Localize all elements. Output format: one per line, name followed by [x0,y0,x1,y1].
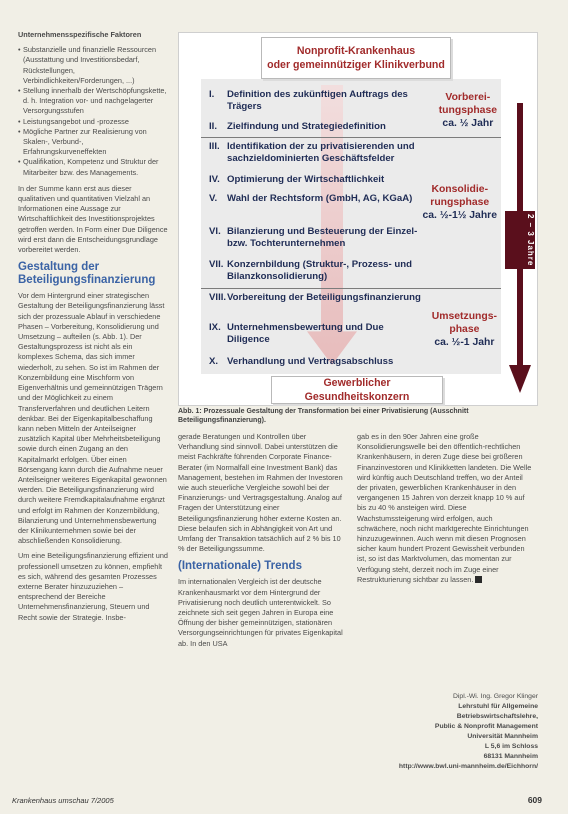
phase-name: Konsolidie- [431,184,489,195]
step-row [209,193,429,205]
end-box-line2: Gesundheitskonzern [304,391,410,403]
step-text: Vorbereitung der Beteiligungsfinanzierung [227,292,421,303]
phase-divider [201,137,501,138]
author-address: 68131 Mannheim [483,753,538,760]
phase-name: Umsetzungs- [431,311,497,322]
section-heading: (Internationale) Trends [178,560,302,573]
body-paragraph [357,432,535,585]
step-row [209,121,429,133]
body-paragraph: Um eine Beteiligungsfinanzierung effizient und professionell umsetzen zu können, empfiehlt es sich, während des gesamten Prozesses externe Berater hinzuzuziehen – entsprechend der Bereiche Unternehmensfinanzierung, Steuern und Recht sowie der Strategie. Insbe- [18,551,168,622]
duration-label: 2 – 3 Jahre [505,211,535,269]
step-text: Definition des zukünftigen Auftrags des Trägers [227,89,408,112]
phase-label [439,91,497,130]
page-number: 609 [527,795,542,805]
left-column [18,30,168,628]
phase-duration: ca. ½-1½ Jahre [422,210,497,221]
step-text: Wahl der Rechtsform (GmbH, AG, KGaA) [227,193,413,204]
list-item: • Qualifikation, Kompetenz und Struktur der Mitarbeiter bzw. des Managements. [18,157,168,177]
author-affiliation: Universität Mannheim [467,733,538,740]
phase-duration: ca. ½-1 Jahr [434,337,495,348]
step-number: III. [209,141,220,152]
journal-name: Krankenhaus umschau 7/2005 [12,796,114,805]
start-box-line2: oder gemeinnütziger Klinikverbund [267,59,445,71]
step-row [209,292,429,304]
step-row [209,174,429,186]
step-number: VIII. [209,292,227,303]
step-text: Identifikation der zu privatisierenden und sachzieldominierten Geschäftsfelder [227,141,415,164]
phase-duration: ca. ½ Jahr [442,118,494,129]
section-heading: Gestaltung der Beteiligungsfinanzierung [18,261,156,287]
step-text: Unternehmensbewertung und Due Diligence [227,322,384,345]
step-number: X. [209,356,219,367]
phase-divider [201,288,501,289]
author-affiliation: Public & Nonprofit Management [434,723,538,730]
body-paragraph: gerade Beratungen und Kontrollen über Verhandlung sind sinnvoll. Dabei unterstützen die meist Fachkräfte führenden Corporate Finance-Berater (im Normalfall eine Investment Bank) das Management, bestehen im Rahmen der Investoren wie auch steuerliche Vergleiche sowohl bei der Finanzierungs- und Vertragsgestaltung. Analog auf Fragen der Unterstützung einer Beteiligungsfinanzierung höher externe Kosten an. Diese belaufen sich in Abhängigkeit von Art und Umfang der Transaktion tatsächlich auf 2 % bis 10 % der Beteiligungssumme. [178,432,343,554]
list-item: • Substanzielle und finanzielle Ressourcen (Ausstattung und Investitionsbedarf, Rückstellungen, Verbindlichkeiten/Forderungen, ...) [18,45,168,86]
body-text: gab es in den 90er Jahren eine große Konsolidierungswelle bei den öffentlich-rechtlichen Krankenhäusern, in deren Zuge diese bei größeren Finanzinvestoren und Klinikketten landeten. Die Welle wird künftig auch Deutschland treffen, wo der Anteil der privaten, gewerblichen Krankenhäuser in den vergangenen 15 Jahren von derzeit knapp 10 % auf bis zu 40 % ansteigen wird. Diese Wachstumssteigerung wird erfolgen, auch schwächere, noch nicht marktgerechte Einrichtungen hinzuzugewinnen. Auch wenn mit diesen Prognosen sicher kaum hundert Prozent Gewissheit verbunden ist, so ist das Marktvolumen, das momentan zur Verfügung steht, derzeit noch im Zuge einer Restrukturierung sichtbar zu lassen. [357,432,532,584]
author-url[interactable]: http://www.bwl.uni-mannheim.de/Eichhorn/ [398,763,538,770]
author-affiliation: Lehrstuhl für Allgemeine [458,703,538,710]
subheading: Unternehmensspezifische Faktoren [18,30,142,39]
author-name: Dipl.-Wi. Ing. Gregor Klinger [453,693,538,700]
end-box-line1: Gewerblicher [323,377,391,389]
process-diagram [178,32,538,406]
step-number: II. [209,121,217,132]
right-column [357,432,535,585]
step-number: IV. [209,174,220,185]
phase-name: tungsphase [438,105,497,116]
factor-list [18,45,168,178]
body-paragraph: In der Summe kann erst aus dieser qualitativen und quantitativen Vielzahl an Informationen eine Aussage zur Wirtschaftlichkeit des Investitionsprojektes getroffen werden. In Form einer Due Diligence wird erst dann die Entscheidungsgrundlage vorbereitet werden. [18,183,168,255]
step-text: Zielfindung und Strategiedefinition [227,121,386,132]
phase-label [422,183,497,222]
step-row [209,226,429,249]
step-text: Bilanzierung und Besteuerung der Einzel- bzw. Tochterunternehmen [227,226,418,249]
list-item: • Leistungsangebot und -prozesse [18,117,168,127]
step-row [209,356,429,368]
author-affiliation: Betriebswirtschaftslehre, [456,713,538,720]
phase-label [432,310,497,349]
step-row [209,259,429,282]
step-number: I. [209,89,215,100]
middle-column [178,432,348,654]
step-text: Konzernbildung (Struktur-, Prozess- und Bilanzkonsolidierung) [227,259,412,282]
step-row [209,89,429,112]
body-paragraph: Vor dem Hintergrund einer strategischen Gestaltung der Beteiligungsfinanzierung lässt sich der prozessuale Ablauf in verschiedene Phasen – Vorbereitung, Konsolidierung und Umsetzung – aufteilen (s. Abb. 1). Der Gestaltungsprozess ist nicht als ein komplexes Schema, das sich immer wiederholt, zu sehen. So ist im Rahmen der Konzernbildung eine Mischform von Eigenverhältnis und gemeinnützigen Trägern und der Möglichkeit zu einem Transferverfahren und deutlichen Leitern denkbar. Bei der Eigenkapitalbeschaffung kann neben Mitteln der Anteilseigner zusätzlich Kapital über Mehrheitsbeteiligung sowie durch einen Zugang an den Kapitalmarkt erfolgen. Über einen Börsengang kann durch die Aufnahme neuer Anteilseigner weiteres Eigenkapital gewonnen werden. Die Beteiligungsfinanzierung wird durch weitere Fremdkapitalaufnahme ergänzt und erfolgt im Rahmen der Konzernbildung, Bilanzierung und Unternehmensbewertung der Klinikunternehmen sowie bei der abschließenden Konsolidierung. [18,291,167,546]
author-address: L 5,6 im Schloss [484,743,538,750]
start-box-line1: Nonprofit-Krankenhaus [296,45,416,57]
phase-name: Vorberei- [445,92,491,103]
phase-name: phase [449,324,480,335]
step-number: VI. [209,226,221,237]
end-of-article-icon [475,576,482,583]
step-number: IX. [209,322,221,333]
step-number: VII. [209,259,224,270]
phase-name: rungsphase [430,197,490,208]
step-row [209,322,429,345]
end-box [271,376,443,404]
figure-caption: Abb. 1: Prozessuale Gestaltung der Transformation bei einer Privatisierung (Ausschnitt Beteiligungsfinanzierung). [178,408,469,424]
start-box [261,37,451,79]
step-text: Optimierung der Wirtschaftlichkeit [227,174,385,185]
step-row [209,141,429,164]
list-item: • Mögliche Partner zur Realisierung von Skalen-, Verbund-, Erfahrungskurveneffekten [18,127,168,158]
author-block [360,692,538,772]
arrow-down-icon [509,365,531,393]
step-number: V. [209,193,218,204]
body-paragraph: Im internationalen Vergleich ist der deutsche Krankenhausmarkt vor dem Hintergrund der Privatisierung noch deutlich unterentwickelt. So zeichnete sich seit gegen Jahren in Europa eine Öffnung der bisher gemeinnützigen, stationären Versorgungseinrichtungen für privates Eigenkapital ab. In den USA [178,577,343,648]
step-text: Verhandlung und Vertragsabschluss [227,356,394,367]
list-item: • Stellung innerhalb der Wertschöpfungskette, d. h. Integration vor- und nachgelagerter Versorgungsstufen [18,86,168,117]
